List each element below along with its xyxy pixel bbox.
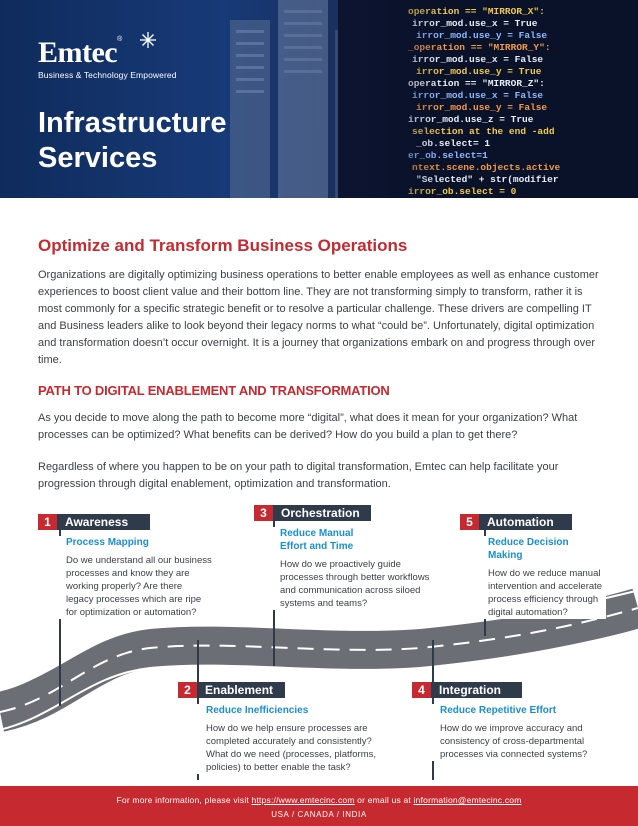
stage-label: Orchestration: [273, 505, 371, 521]
website-link[interactable]: https://www.emtecinc.com: [251, 795, 355, 805]
stage-description: How do we improve accuracy and consistency of cross-departmental processes via connected systems?: [440, 723, 588, 760]
star-icon: [140, 32, 156, 48]
page-title: [38, 106, 227, 176]
brand-mark: ®: [117, 36, 123, 43]
footer-contact: [0, 795, 638, 805]
footer-middle: or email us at: [354, 795, 414, 805]
stage-description: How do we help ensure processes are completed accurately and consistently? What do we need (processes, platforms, policies) to better enable the task?: [206, 723, 377, 773]
hero-banner: [0, 0, 638, 198]
stage-orchestration: [254, 505, 430, 610]
brand-tagline: Business & Technology Empowered: [38, 70, 177, 80]
questions-paragraph: As you decide to move along the path to become more “digital”, what does it mean for your organization? What processes can be optimized? What benefits can be derived? How do you build a plan to get there?: [38, 412, 578, 441]
stage-label: Awareness: [57, 514, 150, 530]
stage-description: How do we reduce manual intervention and accelerate process efficiency through digital automation?: [488, 568, 603, 618]
title-line-1: Infrastructure: [38, 107, 227, 139]
stage-label: Enablement: [197, 682, 285, 698]
footer-regions: USA / CANADA / INDIA: [271, 810, 367, 819]
stage-enablement: [178, 682, 378, 774]
stage-subtitle: Reduce Manual Effort and Time: [280, 528, 354, 552]
title-line-2: Services: [38, 142, 158, 174]
main-heading: Optimize and Transform Business Operations: [38, 236, 408, 255]
stage-awareness: [38, 514, 212, 619]
footer-prefix: For more information, please visit: [116, 795, 252, 805]
stage-description: Do we understand all our business processes and know they are working properly? Are there legacy processes which are ripe for optimization or automation?: [66, 555, 212, 618]
stage-subtitle: Reduce Repetitive Effort: [440, 705, 557, 716]
code-background: [338, 0, 638, 198]
help-paragraph: Regardless of where you happen to be on your path to digital transformation, Emtec can help facilitate your progression through digital enablement, optimization and transformation.: [38, 461, 559, 490]
stage-number: 4: [412, 682, 431, 698]
stage-subtitle: Reduce Decision Making: [488, 537, 569, 561]
stage-subtitle: Process Mapping: [66, 537, 149, 548]
stage-description: How do we proactively guide processes through better workflows and communication across siloed systems and teams?: [280, 559, 430, 609]
stage-number: 1: [38, 514, 57, 530]
path-heading: PATH TO DIGITAL ENABLEMENT AND TRANSFORMATION: [38, 383, 390, 398]
stage-label: Automation: [479, 514, 572, 530]
stage-subtitle: Reduce Inefficiencies: [206, 705, 309, 716]
stage-integration: [412, 682, 592, 761]
intro-paragraph: Organizations are digitally optimizing business operations to better enable employees as well as enhance customer experiences to boost client value and their bottom line. They are not transforming simply to transform, rather it is most commonly for a specific strategic benefit or to resolve a particular challenge. These drivers are compelling IT and Business leaders alike to look beyond their legacy norms to what “could be”. Unfortunately, digital optimization and transformation doesn’t occur overnight. It is a journey that organizations embark on and progress through over time.: [38, 269, 599, 366]
brand-name: Emtec: [38, 36, 118, 69]
stage-number: 2: [178, 682, 197, 698]
stage-label: Integration: [431, 682, 522, 698]
stage-number: 5: [460, 514, 479, 530]
stage-automation: [460, 514, 610, 619]
stage-number: 3: [254, 505, 273, 521]
email-link[interactable]: information@emtecinc.com: [413, 795, 522, 805]
footer: [0, 786, 638, 826]
emtec-logo[interactable]: [38, 36, 177, 80]
